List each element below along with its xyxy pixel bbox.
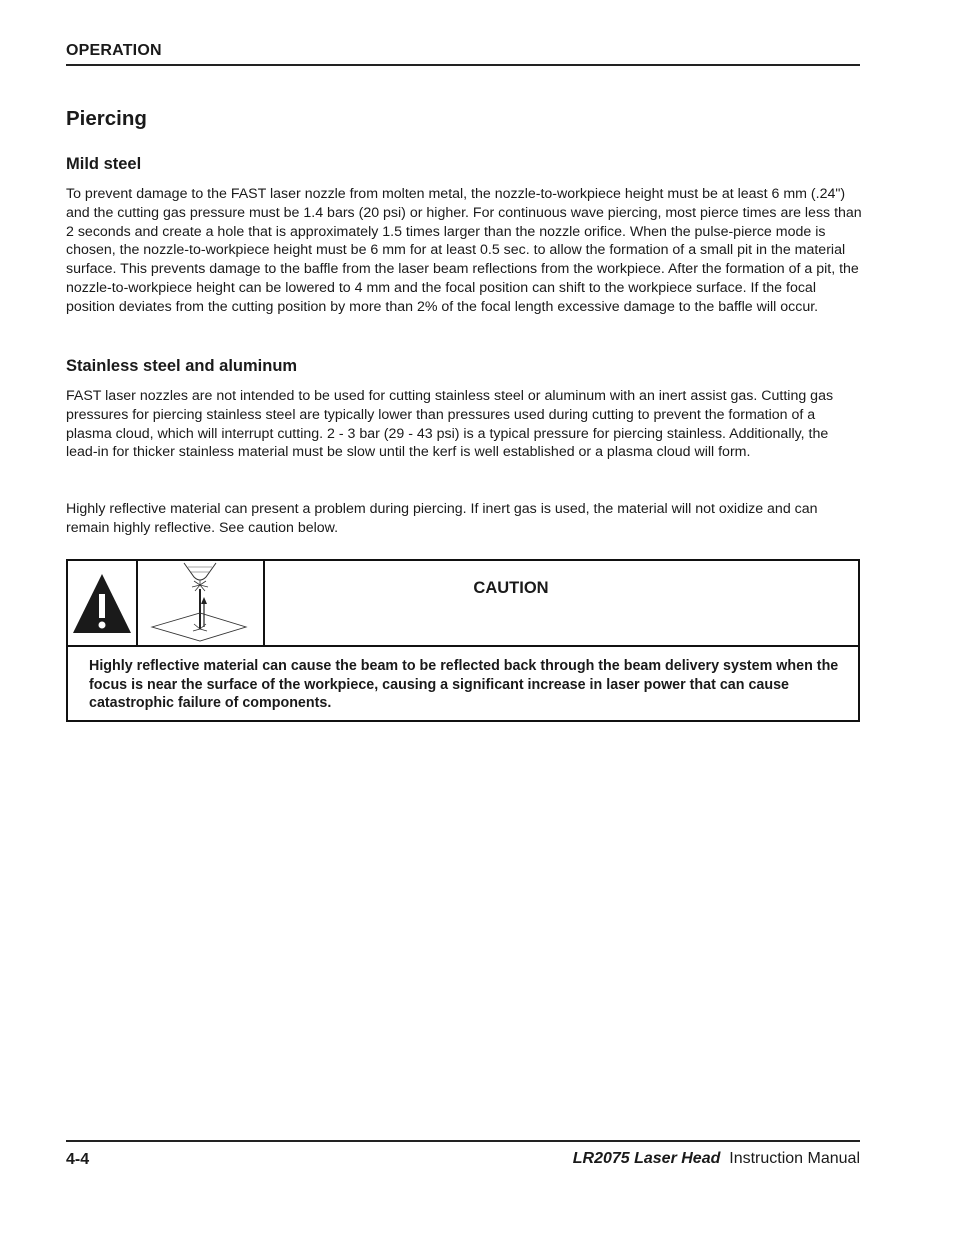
- caution-text: Highly reflective material can cause the beam to be reflected back through the beam delivery system when the focus is near the surface of the workpiece, causing a significant increase in laser power that can cause catastrophic failure of components.: [89, 658, 839, 712]
- heading-mild-steel: Mild steel: [66, 155, 142, 173]
- caution-title: CAUTION: [473, 579, 549, 597]
- heading-stainless-aluminum: Stainless steel and aluminum: [66, 357, 298, 375]
- document-type: Instruction Manual: [729, 1150, 860, 1167]
- footer-rule: [66, 1140, 860, 1142]
- paragraph-mild-steel: To prevent damage to the FAST laser nozzle from molten metal, the nozzle-to-workpiece height must be at least 6 mm (.24") and the cutting gas pressure must be 1.4 bars (20 psi) or higher. For continuous wave piercing, most pierce times are less than 2 seconds and create a hole that is approximately 1.5 times larger than the nozzle orifice. When the pulse-pierce mode is chosen, the nozzle-to-workpiece height must be 6 mm for at least 0.5 sec. to allow the formation of a small pit in the material surface. This prevents damage to the baffle from the laser beam reflections from the workpiece. After the formation of a pit, the nozzle-to-workpiece height can be lowered to 4 mm and the focal position can shift to the workpiece surface. If the focal position deviates from the cutting position by more than 2% of the focal length excessive damage to the baffle will occur.: [66, 186, 862, 315]
- model-name: LR2075 Laser Head: [572, 1150, 721, 1167]
- caution-box: [66, 559, 860, 722]
- page-header: [66, 42, 860, 66]
- page-title: Piercing: [66, 107, 147, 130]
- warning-triangle-icon: [68, 561, 138, 645]
- paragraph-stainless-1: FAST laser nozzles are not intended to be used for cutting stainless steel or aluminum with an inert assist gas. Cutting gas pressures for piercing stainless steel are typically lower than pressures used during cutting to prevent the formation of a plasma cloud, which will interrupt cutting. 2 - 3 bar (29 - 43 psi) is a typical pressure for piercing stainless. Additionally, the lead-in for thicker stainless material must be slow until the kerf is well established or a plasma cloud will form.: [66, 388, 834, 461]
- laser-beam-reflection-icon: [138, 561, 265, 645]
- section-header: OPERATION: [66, 42, 162, 59]
- manual-title: [573, 1150, 860, 1168]
- page-number: 4-4: [66, 1151, 90, 1168]
- paragraph-stainless-2: Highly reflective material can present a problem during piercing. If inert gas is used, the material will not oxidize and can remain highly reflective. See caution below.: [66, 501, 818, 536]
- caution-header-row: [68, 561, 858, 647]
